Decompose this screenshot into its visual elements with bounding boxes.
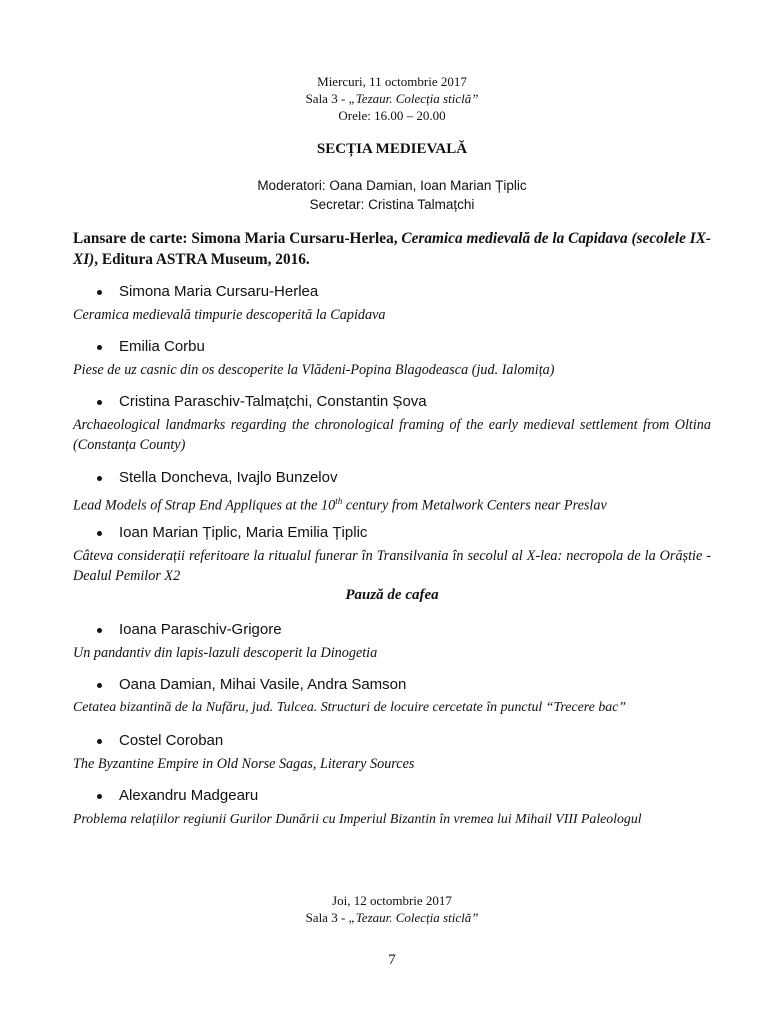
moderators: Moderatori: Oana Damian, Ioan Marian Țiplic [257, 178, 527, 193]
session-hours: Orele: 16.00 – 20.00 [338, 108, 446, 123]
session-header-thursday [0, 892, 784, 926]
entry-authors: Stella Doncheva, Ivajlo Bunzelov [73, 468, 711, 488]
list-item [73, 392, 711, 455]
room-name: „Tezaur. Colecția sticlă” [348, 91, 479, 106]
session-date: Joi, 12 octombrie 2017 [332, 893, 452, 908]
bullet-icon [97, 476, 102, 481]
list-item [73, 620, 711, 663]
entry-authors: Oana Damian, Mihai Vasile, Andra Samson [73, 675, 711, 695]
session-officials [0, 176, 784, 214]
list-item [73, 786, 711, 829]
session-date: Miercuri, 11 octombrie 2017 [317, 74, 467, 89]
entry-title: Cetatea bizantină de la Nufăru, jud. Tulcea. Structuri de locuire cercetate în punctul “Trecere bac” [73, 700, 627, 715]
session-header-wednesday [0, 73, 784, 124]
page-number: 7 [388, 952, 396, 968]
list-item [73, 468, 711, 516]
bullet-icon [97, 794, 102, 799]
list-item [73, 675, 711, 718]
entry-title: Lead Models of Strap End Appliques at the 10th century from Metalwork Centers near Preslav [73, 496, 607, 514]
bullet-icon [97, 400, 102, 405]
list-item [73, 523, 711, 586]
list-item [73, 282, 711, 325]
book-title: Ceramica medievală de la Capidava (secolele IX-XI) [73, 230, 711, 268]
coffee-break: Pauză de cafea [345, 587, 439, 603]
bullet-icon [97, 683, 102, 688]
list-item [73, 731, 711, 774]
entry-title: Archaeological landmarks regarding the chronological framing of the early medieval settlement from Oltina (Constanța County) [73, 417, 711, 453]
entry-title: The Byzantine Empire in Old Norse Sagas, Literary Sources [73, 756, 415, 772]
entry-authors: Alexandru Madgearu [73, 786, 711, 806]
bullet-icon [97, 628, 102, 633]
entry-title: Piese de uz casnic din os descoperite la Vlădeni-Popina Blagodeasca (jud. Ialomița) [73, 362, 555, 378]
list-item [73, 337, 711, 380]
session-room: Sala 3 - „Tezaur. Colecția sticlă” [305, 910, 479, 925]
room-name: „Tezaur. Colecția sticlă” [348, 910, 479, 925]
entry-title: Ceramica medievală timpurie descoperită la Capidava [73, 307, 386, 323]
entry-title: Problema relațiilor regiunii Gurilor Dunării cu Imperiul Bizantin în vremea lui Mihail VIII Paleologul [73, 811, 642, 826]
entry-authors: Emilia Corbu [73, 337, 711, 357]
secretary: Secretar: Cristina Talmațchi [309, 197, 475, 212]
book-launch: Lansare de carte: Simona Maria Cursaru-Herlea, Ceramica medievală de la Capidava (secolele IX-XI), Editura ASTRA Museum, 2016. [73, 230, 711, 268]
session-room: Sala 3 - „Tezaur. Colecția sticlă” [305, 91, 479, 106]
bullet-icon [97, 345, 102, 350]
section-title: SECȚIA MEDIEVALĂ [316, 141, 468, 157]
entry-authors: Cristina Paraschiv-Talmațchi, Constantin Șova [73, 392, 711, 412]
entry-authors: Ioan Marian Țiplic, Maria Emilia Țiplic [73, 523, 711, 543]
bullet-icon [97, 531, 102, 536]
entry-authors: Simona Maria Cursaru-Herlea [73, 282, 711, 302]
entry-title: Un pandantiv din lapis-lazuli descoperit la Dinogetia [73, 645, 378, 661]
bullet-icon [97, 290, 102, 295]
bullet-icon [97, 739, 102, 744]
entry-title: Câteva considerații referitoare la ritualul funerar în Transilvania în secolul al X-lea: necropola de la Orăștie - Dealul Pemilor X2 [73, 548, 711, 584]
entry-authors: Ioana Paraschiv-Grigore [73, 620, 711, 640]
entry-authors: Costel Coroban [73, 731, 711, 751]
